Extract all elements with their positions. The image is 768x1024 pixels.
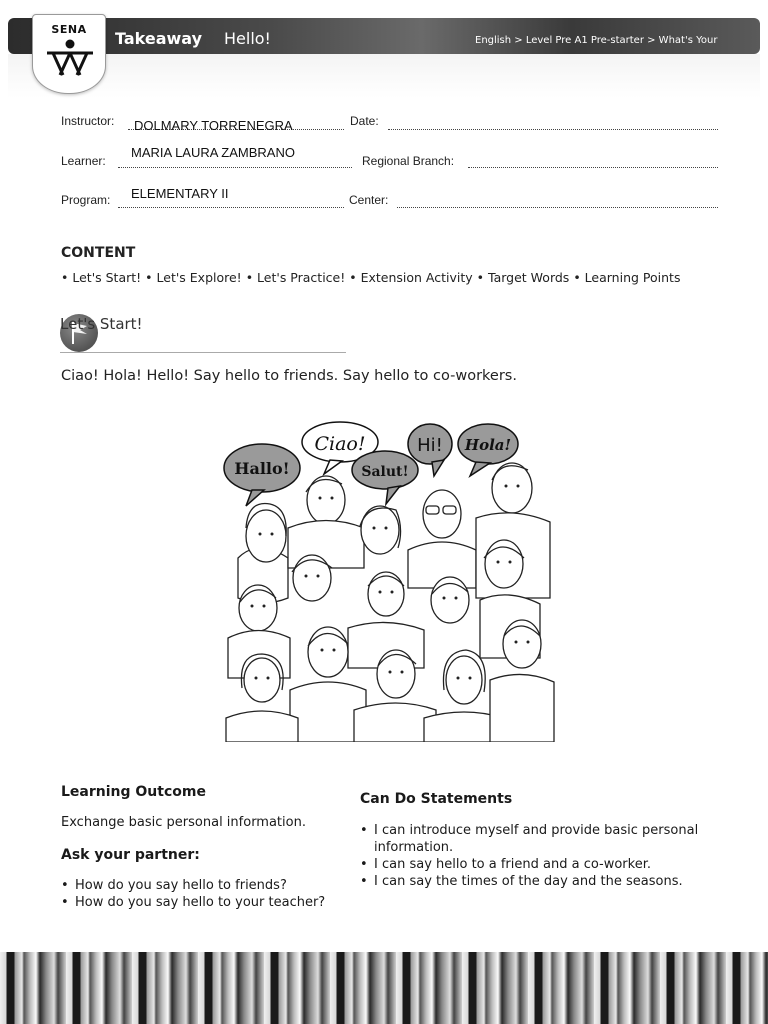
list-item: • How do you say hello to friends? bbox=[61, 877, 331, 894]
learner-label: Learner: bbox=[61, 154, 106, 168]
nav-target-words[interactable]: Target Words bbox=[488, 270, 570, 285]
nav-lets-explore[interactable]: Let's Explore! bbox=[156, 270, 242, 285]
divider bbox=[60, 352, 346, 353]
bubble-text-hi: Hi! bbox=[417, 435, 443, 456]
instructor-field[interactable]: DOLMARY TORRENEGRA bbox=[134, 118, 293, 133]
program-field[interactable]: ELEMENTARY II bbox=[131, 186, 229, 201]
page-title: Takeaway bbox=[115, 29, 203, 48]
program-line bbox=[118, 206, 344, 208]
bubble-text-hallo: Hallo! bbox=[234, 459, 290, 478]
center-label: Center: bbox=[349, 193, 389, 207]
people-greeting-illustration bbox=[218, 418, 558, 742]
lets-start-title: Let's Start! bbox=[60, 315, 143, 333]
header-shadow bbox=[8, 54, 760, 98]
program-label: Program: bbox=[61, 193, 111, 207]
content-nav: • Let's Start! • Let's Explore! • Let's Practice! • Extension Activity • Target Words • Learning Points bbox=[61, 270, 681, 285]
people-group bbox=[226, 463, 554, 742]
learner-line bbox=[118, 166, 352, 168]
logo-text: SENA bbox=[51, 23, 87, 36]
list-item: • I can introduce myself and provide basic personal information. bbox=[360, 822, 720, 856]
sena-logo-icon bbox=[43, 39, 97, 79]
learner-field[interactable]: MARIA LAURA ZAMBRANO bbox=[131, 145, 295, 160]
page-subtitle: Hello! bbox=[224, 29, 271, 48]
intro-text: Ciao! Hola! Hello! Say hello to friends. Say hello to co-workers. bbox=[61, 368, 517, 384]
date-label: Date: bbox=[350, 114, 379, 128]
regional-branch-label: Regional Branch: bbox=[362, 154, 455, 168]
ask-partner-heading: Ask your partner: bbox=[61, 847, 200, 863]
nav-extension-activity[interactable]: Extension Activity bbox=[360, 270, 473, 285]
sena-logo bbox=[32, 14, 106, 94]
content-heading: CONTENT bbox=[61, 245, 136, 261]
instructor-label: Instructor: bbox=[61, 114, 115, 128]
can-do-list bbox=[360, 822, 720, 890]
nav-lets-start[interactable]: Let's Start! bbox=[72, 270, 142, 285]
center-field[interactable] bbox=[397, 206, 718, 208]
list-item: • I can say hello to a friend and a co-worker. bbox=[360, 856, 720, 873]
bubble-text-ciao: Ciao! bbox=[314, 433, 366, 455]
can-do-heading: Can Do Statements bbox=[360, 791, 513, 807]
list-item: • How do you say hello to your teacher? bbox=[61, 894, 331, 911]
ask-partner-list bbox=[61, 877, 331, 911]
learning-outcome-heading: Learning Outcome bbox=[61, 784, 206, 800]
bubble-text-salut: Salut! bbox=[361, 464, 409, 480]
nav-learning-points[interactable]: Learning Points bbox=[584, 270, 681, 285]
list-item: • I can say the times of the day and the seasons. bbox=[360, 873, 720, 890]
regional-branch-field[interactable] bbox=[468, 166, 718, 168]
breadcrumb[interactable]: English > Level Pre A1 Pre-starter > What's Your bbox=[475, 35, 718, 46]
date-field[interactable] bbox=[388, 128, 718, 130]
footer-decoration bbox=[0, 952, 768, 1024]
bubble-text-hola: Hola! bbox=[464, 436, 512, 454]
nav-lets-practice[interactable]: Let's Practice! bbox=[257, 270, 346, 285]
learning-outcome-text: Exchange basic personal information. bbox=[61, 815, 306, 830]
